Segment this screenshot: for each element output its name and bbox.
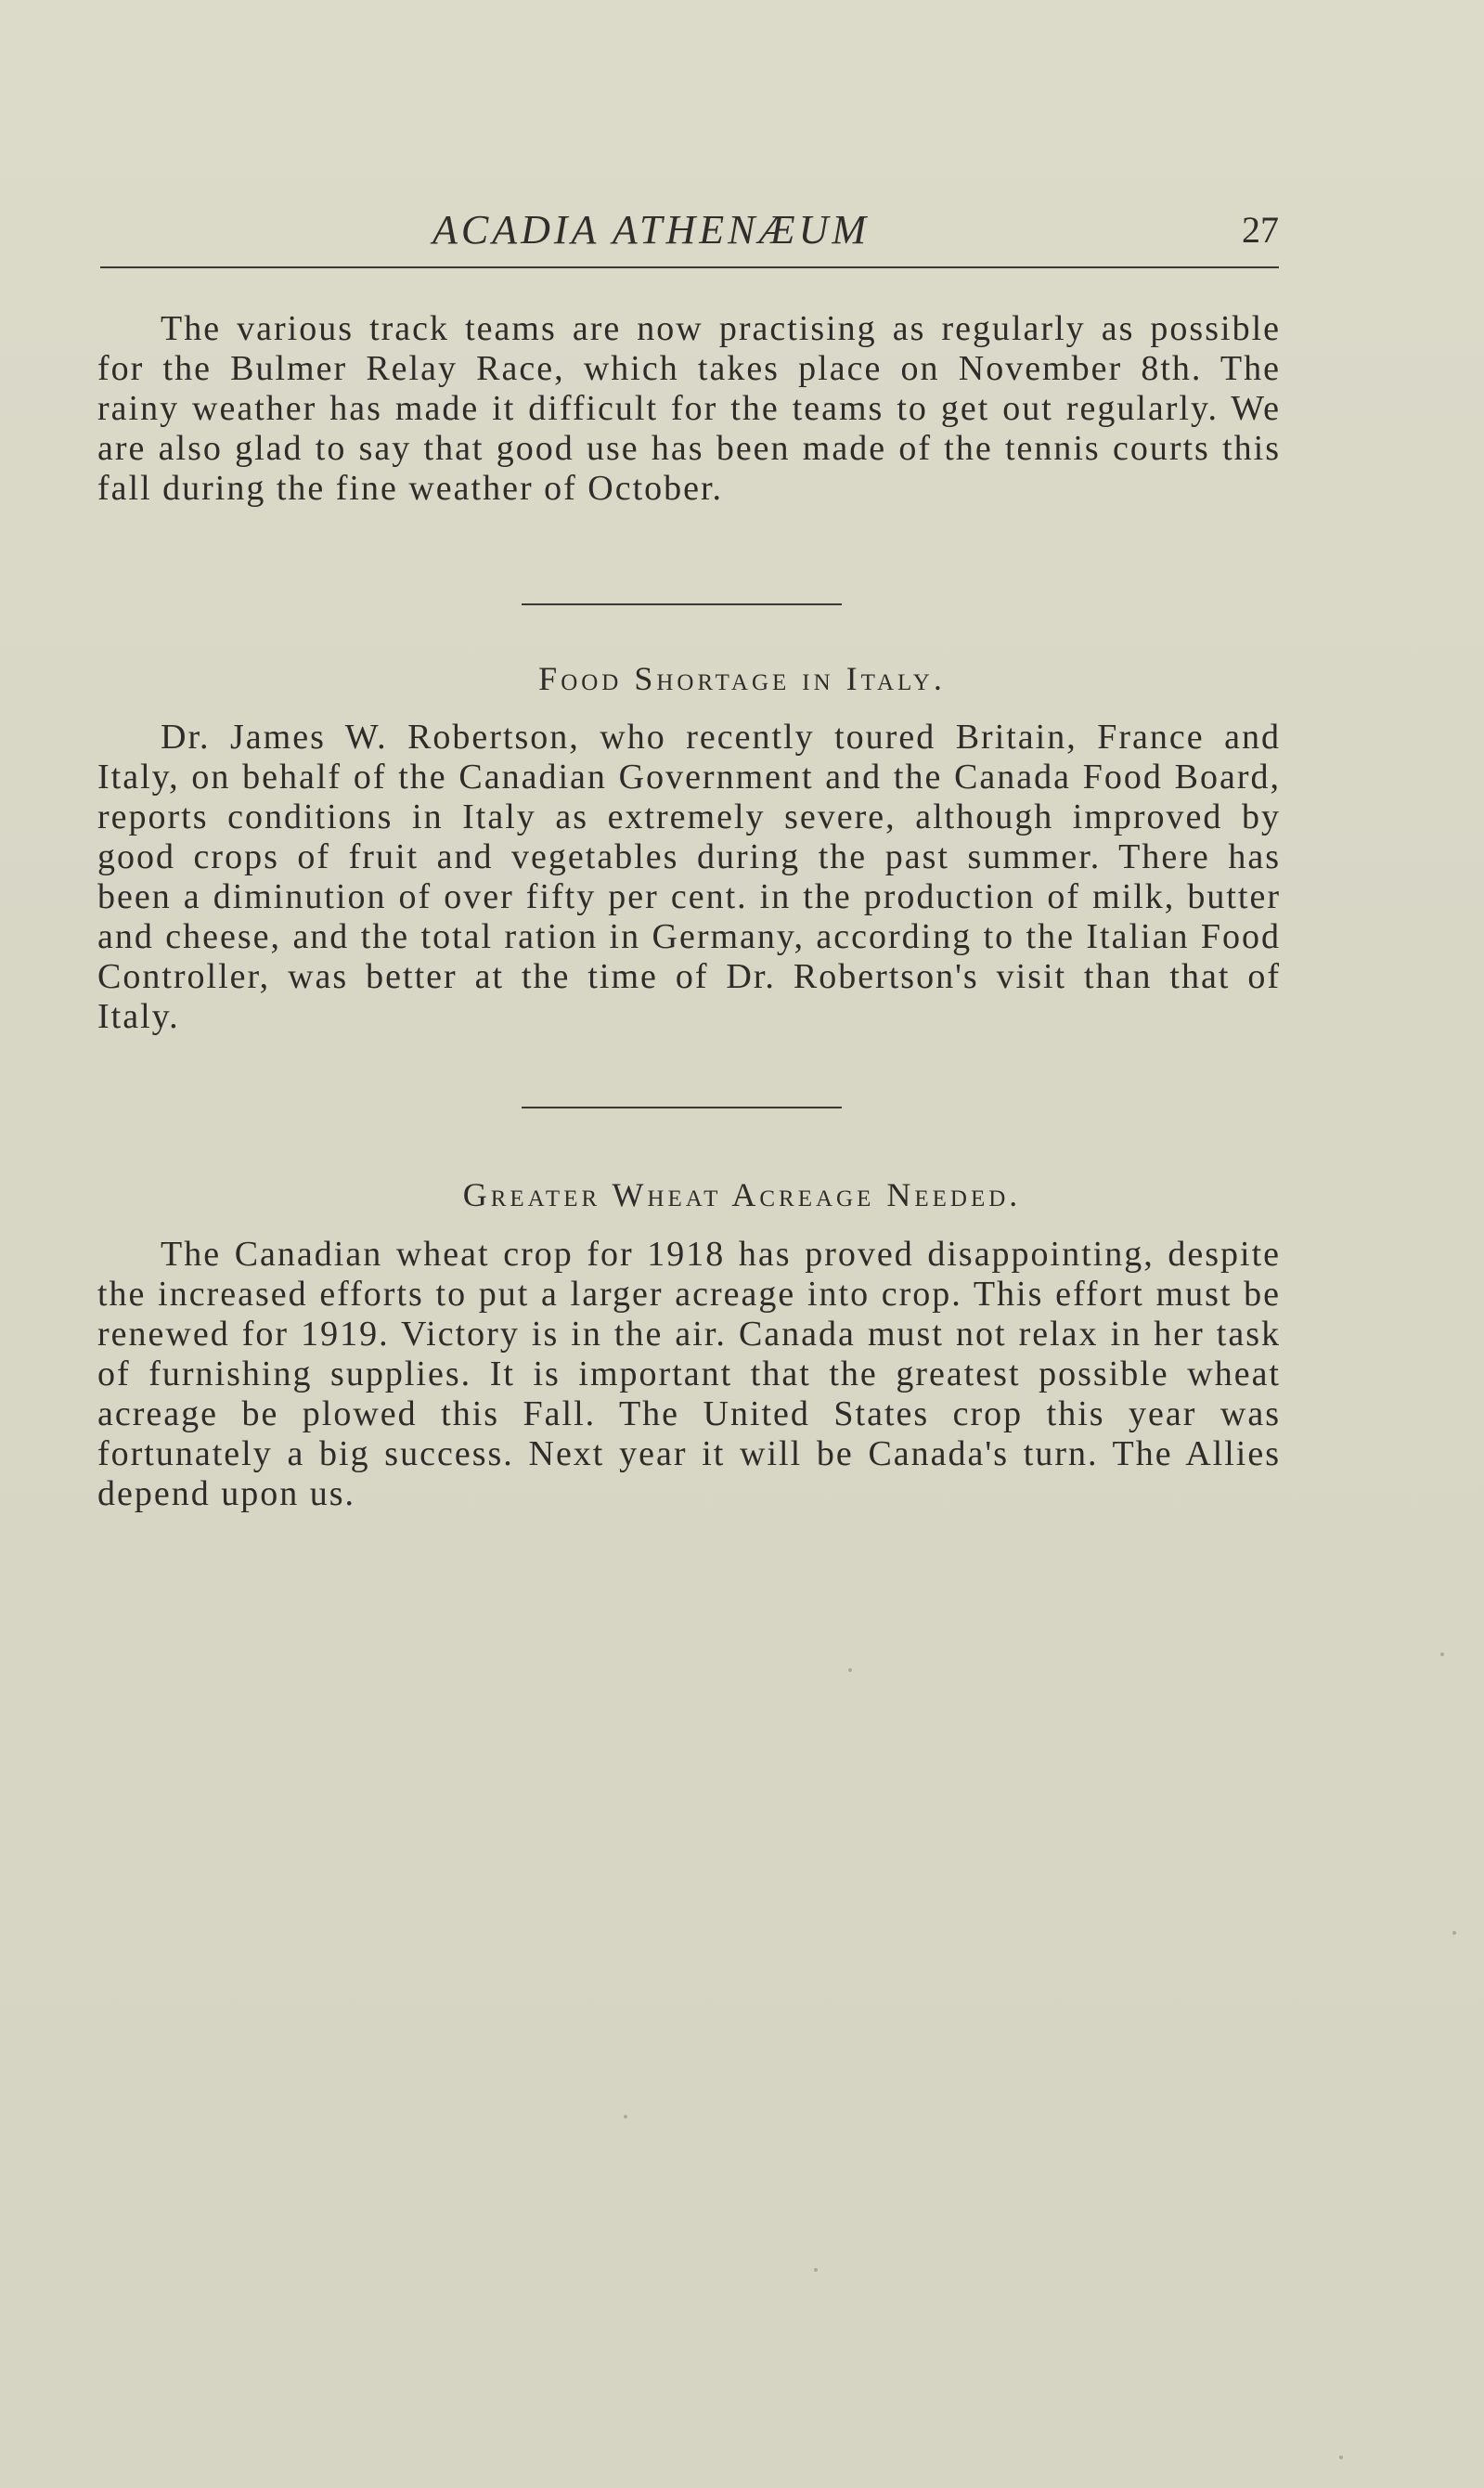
intro-paragraph: The various track teams are now practising as regularly as possible for the Bulmer Relay Race, which takes place on November 8th. The rainy weather has made it difficult for the teams to get out regularly. We are also glad to say that good use has been made of the tennis courts this fall during the fine weather of October. xyxy=(97,309,1281,508)
running-header xyxy=(100,206,1279,260)
section-heading-food-shortage: Food Shortage in Italy. xyxy=(538,660,946,697)
paper-speck xyxy=(624,2115,627,2119)
paper-speck xyxy=(1440,1652,1444,1656)
paper-speck xyxy=(1339,2456,1343,2459)
section-heading-wheat-acreage: Greater Wheat Acreage Needed. xyxy=(462,1176,1022,1213)
section-divider xyxy=(522,603,842,605)
wheat-acreage-paragraph: The Canadian wheat crop for 1918 has proved disappointing, despite the increased efforts to put a larger acreage into crop. This effort must be renewed for 1919. Victory is in the air. Canada must not relax in her task of furnishing supplies. It is important that the greatest possible wheat acreage be plowed this Fall. The United States crop this year was fortunately a big success. Next year it will be Canada's turn. The Allies depend upon us. xyxy=(97,1235,1281,1513)
paper-speck xyxy=(814,2268,818,2272)
food-shortage-paragraph: Dr. James W. Robertson, who recently toured Britain, France and Italy, on behalf of the Canadian Government and the Canada Food Board, reports conditions in Italy as extremely severe, although improved by good crops of fruit and vegetables during the past summer. There has been a diminution of over fifty per cent. in the production of milk, butter and cheese, and the total ration in Germany, according to the Italian Food Controller, was better at the time of Dr. Robertson's visit than that of Italy. xyxy=(97,718,1281,1036)
page-number: 27 xyxy=(1242,209,1279,251)
food-shortage-text xyxy=(97,718,1281,1037)
wheat-acreage-text xyxy=(97,1235,1281,1514)
paper-speck xyxy=(848,1668,852,1672)
section-divider xyxy=(522,1107,842,1108)
intro-text xyxy=(97,309,1281,509)
running-title: ACADIA ATHENÆUM xyxy=(432,207,871,253)
header-rule xyxy=(100,266,1279,268)
paper-speck xyxy=(1452,1931,1456,1935)
